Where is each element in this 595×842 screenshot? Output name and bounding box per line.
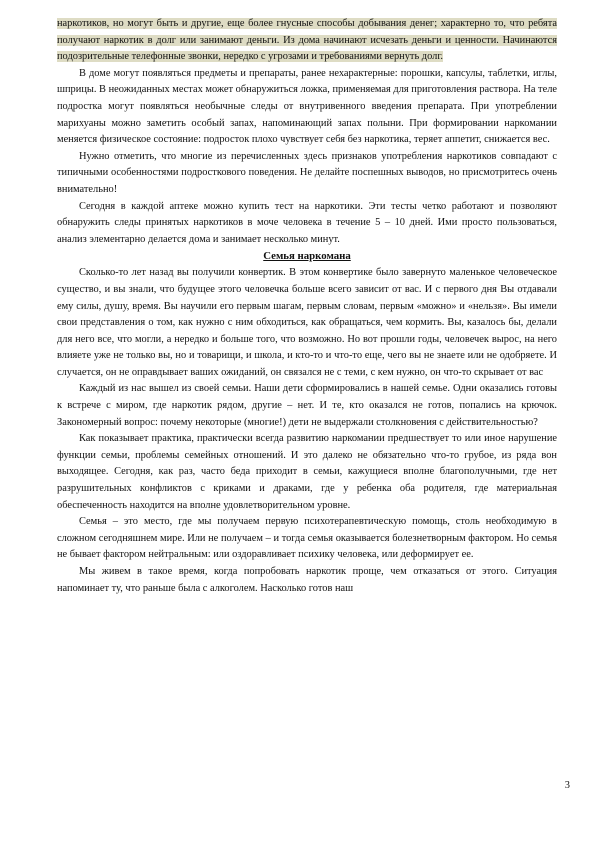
paragraph-family-function: Как показывает практика, практически всегда развитию наркомании предшествует то или иное нарушение функции семьи, проблемы семейных отношений. И это далеко не обязательно что-то грубое, из ряда вон выходящее. Сегодня, как раз, часто беда приходит в семьи, кажущиеся вполне благополучными, где нет разрушительных конфликтов с криками и драками, где у ребенка оба родителя, где материальная обеспеченность находится на вполне удовлетворительном уровне. [57, 433, 557, 511]
paragraph-household-items: В доме могут появляться предметы и препараты, ранее нехарактерные: порошки, капсулы, таблетки, иглы, шприцы. В неожиданных местах может обнаружиться ложка, применяемая для приготовления раствора. На теле подростка могут появляться необычные следы от внутривенного введения препарата. При употреблении марихуаны можно заметить особый запах, напоминающий запах полыни. При формировании наркомании меняется физическое состояние: подросток плохо чувствует себя без наркотика, теряет аппетит, снижается вес. [57, 67, 557, 146]
paragraph-envelope: Сколько-то лет назад вы получили конвертик. В этом конвертике было завернуто маленькое человеческое существо, и вы знали, что будущее этого человечка больше всего зависит от вас. И с первого дня Вы отдавали ему силы, душу, время. Вы научили его первым шагам, первым словам, первым «можно» и «нельзя». Вы имели свои представления о том, как нужно с ним обходиться, как обращаться, чем кормить. Вы, казалось бы, делали для него все, что могли, а нередко и больше того, что возможно. Но вот прошли годы, человечек вырос, на него влияете уже не только вы, но и товарищи, и школа, и кто-то и что-то еще, чего вы не знаете или не одобряете. И случается, он не оправдывает ваших ожиданий, он связался не с теми, с кем нужно, он что-то скрывает от вас [57, 267, 557, 378]
body-text [57, 16, 557, 597]
paragraph-drug-tests: Сегодня в каждой аптеке можно купить тест на наркотики. Эти тесты четко работают и позволяют обнаружить следы принятых наркотиков в моче человека в течение 5 – 10 дней. Ими просто пользоваться, анализ элементарно делается дома и занимает несколько минут. [57, 200, 557, 245]
paragraph-family-therapy: Семья – это место, где мы получаем первую психотерапевтическую помощь, столь необходимую в сложном сегодняшнем мире. Или не получаем – и тогда семья оказывается болезнетворным фактором. Но семья не бывает фактором нейтральным: или оздоравливает психику человека, или деформирует ее. [57, 516, 557, 561]
paragraph-signs-note: Нужно отметить, что многие из перечисленных здесь признаков употребления наркотиков совпадают с типичными особенностями подросткового поведения. Не делайте поспешных выводов, но присмотритесь очень внимательно! [57, 150, 557, 195]
intro-paragraph [57, 16, 557, 66]
highlighted-text: наркотиков, но могут быть и другие, еще более гнусные способы добывания денег; характерно то, что ребята получают наркотик в долг или занимают деньги. Из дома начинают исчезать деньги и ценности. Начинаются подозрительные телефонные звонки, нередко с угрозами и требованиями вернуть долг. [57, 18, 557, 63]
paragraph-times: Мы живем в такое время, когда попробовать наркотик проще, чем отказаться от этого. Ситуация напоминает ту, что раньше была с алкоголем. Насколько готов наш [57, 566, 557, 594]
section-heading: Семья наркомана [263, 250, 351, 263]
page-number: 3 [564, 780, 570, 791]
paragraph-family-origin: Каждый из нас вышел из своей семьи. Наши дети сформировались в нашей семье. Одни оказались готовы к встрече с миром, где наркотик рядом, другие – нет. И те, кто оказался не готов, попались на крючок. Закономерный вопрос: почему некоторые (многие!) дети не выдержали столкновения с действительностью? [57, 383, 557, 428]
